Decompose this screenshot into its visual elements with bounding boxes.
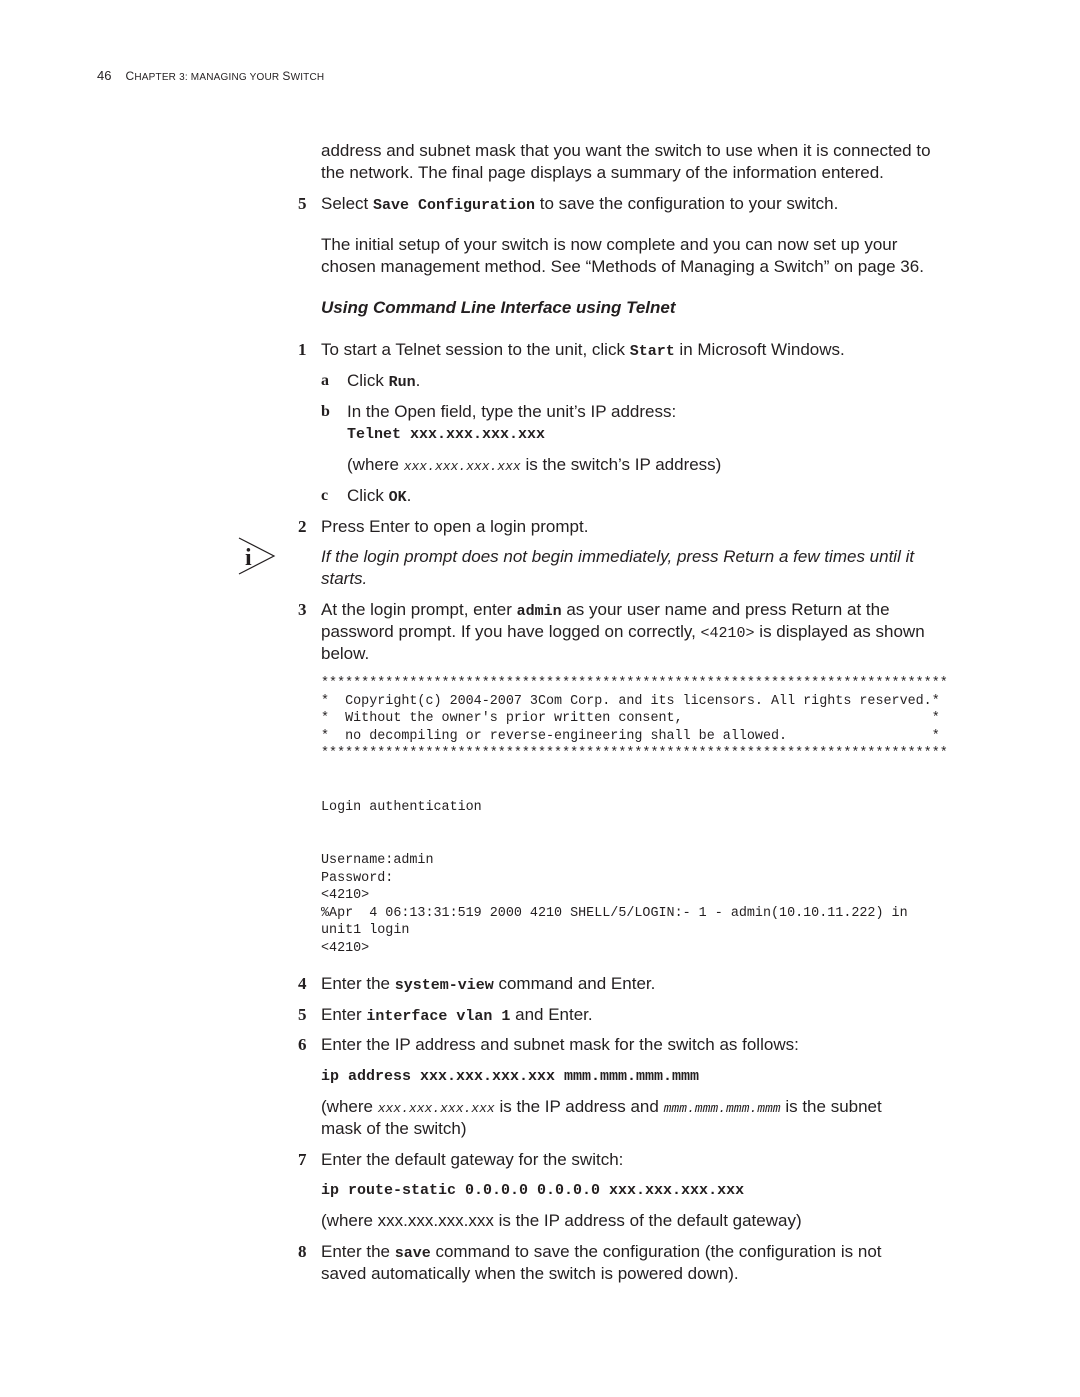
section-heading: Using Command Line Interface using Telnet — [321, 298, 676, 317]
step-5-interface: Enter interface vlan 1 and Enter. — [321, 1005, 593, 1025]
note-line-2: starts. — [321, 569, 368, 588]
step-4: Enter the system-view command and Enter. — [321, 974, 656, 994]
step-6: Enter the IP address and subnet mask for the switch as follows: — [321, 1035, 799, 1054]
step-8-line-2: saved automatically when the switch is powered down). — [321, 1264, 739, 1283]
step-number: 5 — [298, 194, 307, 213]
svg-text:i: i — [245, 545, 252, 571]
step-number: 4 — [298, 974, 307, 993]
intro-line-1: address and subnet mask that you want the switch to use when it is connected to — [321, 141, 931, 160]
step-6-where-1: (where xxx.xxx.xxx.xxx is the IP address and mmm.mmm.mmm.mmm is the subnet — [321, 1097, 882, 1116]
telnet-command: Telnet xxx.xxx.xxx.xxx — [347, 426, 546, 443]
info-note-icon — [238, 537, 276, 575]
running-header — [97, 68, 324, 83]
step-number: 6 — [298, 1035, 307, 1054]
route-static-command: ip route-static 0.0.0.0 0.0.0.0 xxx.xxx.xxx.xxx — [321, 1182, 745, 1199]
step-3-line-1: At the login prompt, enter admin as your user name and press Return at the — [321, 600, 890, 620]
step-number: 8 — [298, 1242, 307, 1261]
terminal-login-auth: Login authentication — [321, 800, 482, 815]
substep-letter: c — [321, 487, 329, 504]
step-number: 1 — [298, 340, 307, 359]
substep-letter: b — [321, 403, 330, 420]
substep-c: Click OK. — [347, 486, 412, 506]
step-number: 2 — [298, 517, 307, 536]
step-1: To start a Telnet session to the unit, click Start in Microsoft Windows. — [321, 340, 845, 360]
terminal-banner: ****************************************************************************** * Copyright(c) 2004-2007 3Com Corp. and its licensors. All rights reserved.* * Without the owner's prior written consent, * * no decompiling or reverse-engineering shall be allowed. * ****************************************************************************** — [321, 676, 948, 762]
note-line-1: If the login prompt does not begin immediately, press Return a few times until it — [321, 547, 915, 566]
ip-address-command: ip address xxx.xxx.xxx.xxx mmm.mmm.mmm.mmm — [321, 1068, 700, 1085]
step-3-line-2: password prompt. If you have logged on correctly, <4210> is displayed as shown — [321, 622, 925, 642]
intro-line-2: the network. The final page displays a summary of the information entered. — [321, 163, 884, 182]
chapter-title: CHAPTER 3: MANAGING YOUR SWITCH — [125, 69, 325, 83]
substep-b: In the Open field, type the unit’s IP address: — [347, 402, 677, 421]
step-6-where-2: mask of the switch) — [321, 1119, 467, 1138]
setup-para-line-1: The initial setup of your switch is now complete and you can now set up your — [321, 235, 898, 254]
step-7: Enter the default gateway for the switch: — [321, 1150, 624, 1169]
substep-b-where: (where xxx.xxx.xxx.xxx is the switch’s IP address) — [347, 455, 722, 474]
substep-a: Click Run. — [347, 371, 421, 391]
terminal-session: Username:admin Password: <4210> %Apr 4 06:13:31:519 2000 4210 SHELL/5/LOGIN:- 1 - admin(10.10.11.222) in unit1 login <4210> — [321, 853, 908, 956]
step-2: Press Enter to open a login prompt. — [321, 517, 589, 536]
setup-para-line-2: chosen management method. See “Methods of Managing a Switch” on page 36. — [321, 257, 924, 276]
substep-letter: a — [321, 372, 329, 389]
step-8-line-1: Enter the save command to save the configuration (the configuration is not — [321, 1242, 882, 1262]
page-number: 46 — [97, 68, 112, 83]
step-number: 7 — [298, 1150, 307, 1169]
step-5-save: Select Save Configuration to save the configuration to your switch. — [321, 194, 839, 214]
step-7-where: (where xxx.xxx.xxx.xxx is the IP address of the default gateway) — [321, 1211, 802, 1230]
step-number: 5 — [298, 1005, 307, 1024]
step-3-line-3: below. — [321, 644, 370, 663]
step-number: 3 — [298, 600, 307, 619]
